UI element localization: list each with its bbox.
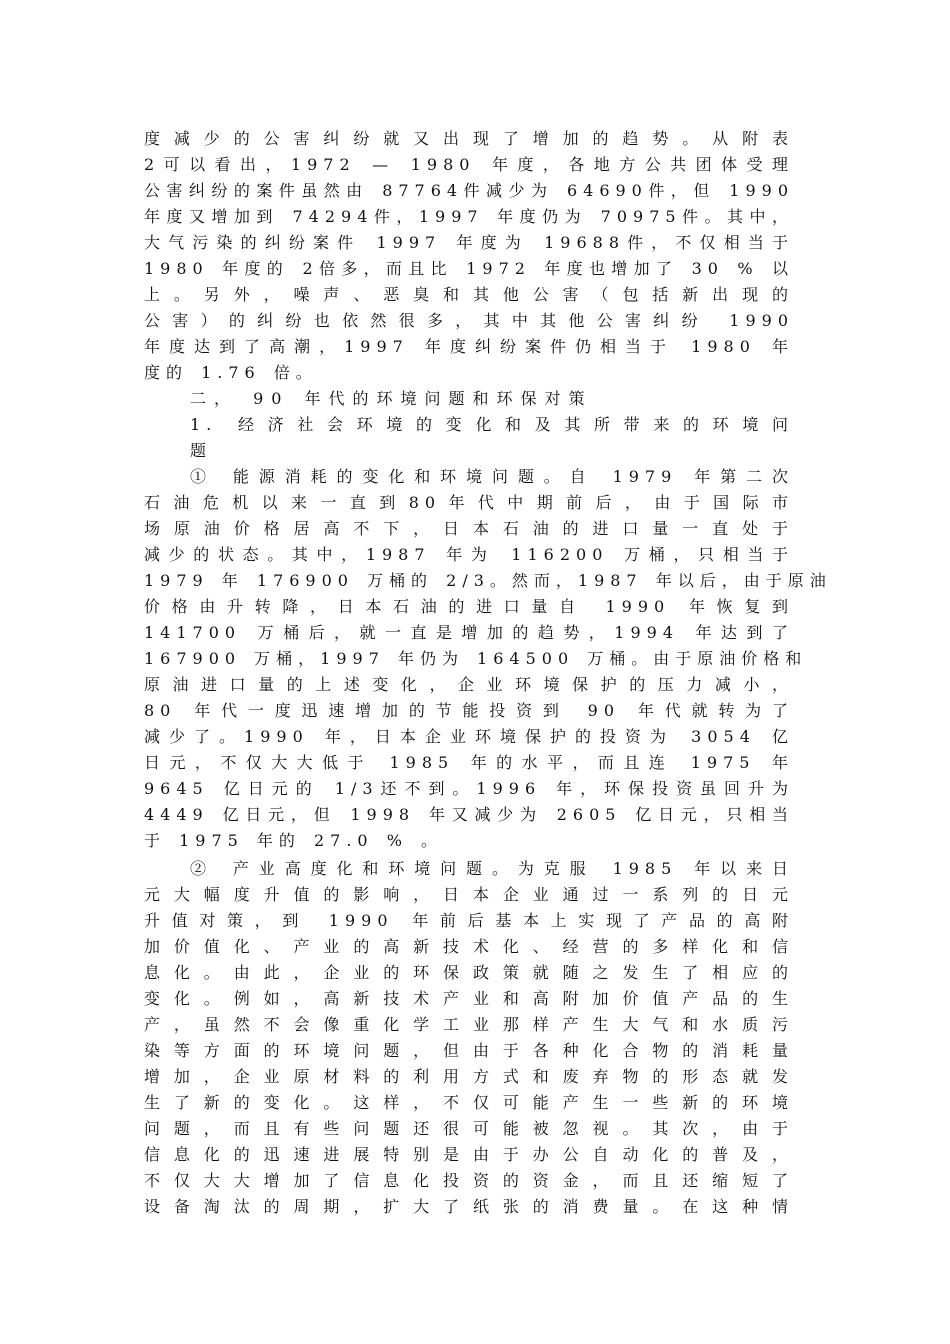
- text-line: 大气污染的纠纷案件 1997 年度为 19688件，不仅相当于: [144, 233, 794, 252]
- text-line: 增加，企业原材料的利用方式和废弃物的形态就发: [144, 1067, 794, 1086]
- text-line: 日元，不仅大大低于 1985 年的水平，而且连 1975 年: [144, 753, 794, 772]
- text-line: 加价值化、产业的高新技术化、经营的多样化和信: [144, 937, 794, 956]
- text-line: 息化。由此，企业的环保政策就随之发生了相应的: [144, 963, 794, 982]
- subsection-heading-continued: 题: [190, 441, 213, 460]
- text-line: 原油进口量的上述变化，企业环境保护的压力减小，: [144, 675, 794, 694]
- subsection-heading: 1. 经济社会环境的变化和及其所带来的环境问: [190, 415, 794, 434]
- text-line: 167900 万桶，1997 年仍为 164500 万桶。由于原油价格和: [144, 649, 808, 668]
- paragraph-first-line: ① 能源消耗的变化和环境问题。自 1979 年第二次: [190, 467, 794, 486]
- text-line: 设备淘汰的周期，扩大了纸张的消费量。在这种情: [144, 1197, 794, 1216]
- text-line: 9645 亿日元的 1/3还不到。1996 年，环保投资虽回升为: [144, 779, 794, 798]
- text-line: 石油危机以来一直到80年代中期前后，由于国际市: [144, 493, 794, 512]
- text-line: 减少了。1990 年，日本企业环境保护的投资为 3054 亿: [144, 727, 794, 746]
- text-line: 信息化的迅速进展特别是由于办公自动化的普及，: [144, 1145, 794, 1164]
- text-line: 度减少的公害纠纷就又出现了增加的趋势。从附表: [144, 129, 794, 148]
- text-line: 变化。例如，高新技术产业和高附加价值产品的生: [144, 989, 794, 1008]
- text-line: 产，虽然不会像重化学工业那样产生大气和水质污: [144, 1015, 794, 1034]
- text-line: 1980 年度的 2倍多，而且比 1972 年度也增加了 30 % 以: [144, 259, 794, 278]
- text-line: 年度又增加到 74294件，1997 年度仍为 70975件。其中，: [144, 207, 794, 226]
- text-line: 不仅大大增加了信息化投资的资金，而且还缩短了: [144, 1171, 794, 1190]
- paragraph-first-line: ② 产业高度化和环境问题。为克服 1985 年以来日: [190, 859, 794, 878]
- text-line: 问题，而且有些问题还很可能被忽视。其次，由于: [144, 1119, 794, 1138]
- text-line: 1979 年 176900 万桶的 2/3。然而，1987 年以后，由于原油: [144, 571, 832, 590]
- text-line: 元大幅度升值的影响，日本企业通过一系列的日元: [144, 885, 794, 904]
- text-line: 生了新的变化。这样，不仅可能产生一些新的环境: [144, 1093, 794, 1112]
- text-line: 80 年代一度迅速增加的节能投资到 90 年代就转为了: [144, 701, 794, 720]
- text-line: 减少的状态。其中，1987 年为 116200 万桶，只相当于: [144, 545, 794, 564]
- text-line: 上。另外，噪声、恶臭和其他公害（包括新出现的: [144, 285, 794, 304]
- text-line: 场原油价格居高不下，日本石油的进口量一直处于: [144, 519, 794, 538]
- text-line: 公害纠纷的案件虽然由 87764件减少为 64690件，但 1990: [144, 181, 794, 200]
- text-line: 年度达到了高潮，1997 年度纠纷案件仍相当于 1980 年: [144, 337, 794, 356]
- section-heading: 二， 90 年代的环境问题和环保对策: [190, 389, 593, 408]
- text-line: 公害）的纠纷也依然很多，其中其他公害纠纷 1990: [144, 311, 794, 330]
- text-line: 141700 万桶后，就一直是增加的趋势，1994 年达到了: [144, 623, 794, 642]
- text-line: 染等方面的环境问题，但由于各种化合物的消耗量: [144, 1041, 794, 1060]
- text-line: 2可以看出，1972 — 1980 年度，各地方公共团体受理: [144, 155, 794, 174]
- text-line: 度的 1.76 倍。: [144, 363, 318, 382]
- text-line: 升值对策，到 1990 年前后基本上实现了产品的高附: [144, 911, 794, 930]
- text-line: 4449 亿日元，但 1998 年又减少为 2605 亿日元，只相当: [144, 805, 794, 824]
- text-line: 价格由升转降，日本石油的进口量自 1990 年恢复到: [144, 597, 794, 616]
- text-line: 于 1975 年的 27.0 % 。: [144, 831, 443, 850]
